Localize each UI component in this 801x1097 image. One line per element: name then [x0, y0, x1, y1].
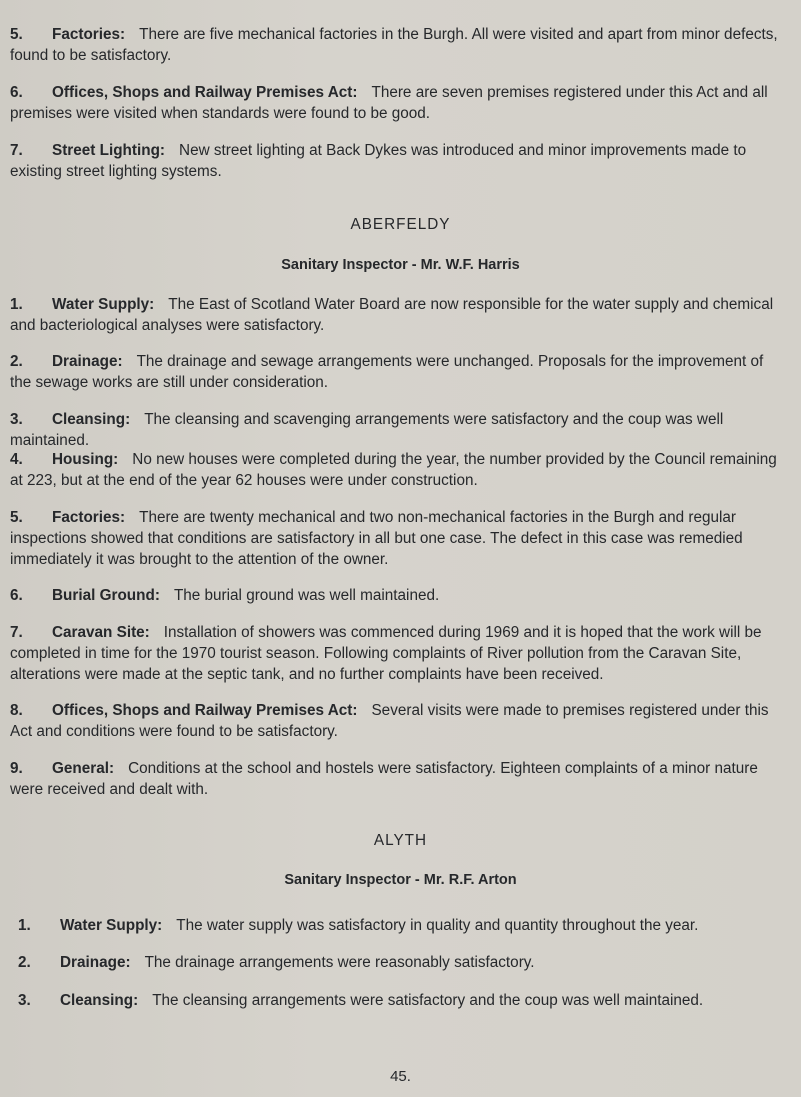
aberfeldy-item-cleansing: [10, 409, 800, 451]
item-text: There are five mechanical factories in the Burgh. All were visited and apart from minor defects, found to be satisfactory.: [10, 26, 778, 64]
item-heading: Offices, Shops and Railway Premises Act:: [52, 702, 358, 719]
page-number: 45.: [390, 1068, 411, 1085]
item-number: 8.: [10, 702, 23, 719]
item-heading: Street Lighting:: [52, 142, 166, 159]
item-number: 1.: [18, 917, 31, 934]
item-number: 6.: [10, 587, 23, 604]
inspector-aberfeldy: Sanitary Inspector - Mr. W.F. Harris: [281, 257, 520, 273]
aberfeldy-item-housing: [10, 449, 780, 491]
item-number: 5.: [10, 26, 23, 43]
alyth-item-water-supply: [18, 915, 788, 936]
section-title-alyth: ALYTH: [373, 832, 428, 849]
item-heading: Water Supply:: [60, 917, 163, 934]
aberfeldy-item-general: [10, 758, 780, 800]
item-text: The East of Scotland Water Board are now responsible for the water supply and chemical and bacteriological analyses were satisfactory.: [10, 296, 774, 334]
item-number: 6.: [10, 84, 23, 101]
item-number: 3.: [10, 411, 23, 428]
aberfeldy-item-water-supply: [10, 294, 780, 336]
item-heading: Offices, Shops and Railway Premises Act:: [52, 84, 358, 101]
item-number: 3.: [18, 992, 31, 1009]
item-heading: Cleansing:: [60, 992, 139, 1009]
item-heading: General:: [52, 760, 115, 777]
item-heading: Factories:: [52, 509, 126, 526]
alyth-item-drainage: [18, 952, 788, 973]
item-heading: Factories:: [52, 26, 126, 43]
aberfeldy-item-offices-act: [10, 700, 780, 742]
item-text: No new houses were completed during the year, the number provided by the Council remaining at 223, but at the end of the year 62 houses were under construction.: [10, 451, 777, 489]
item-number: 5.: [10, 509, 23, 526]
aberfeldy-item-drainage: [10, 351, 780, 393]
item-text: The water supply was satisfactory in quality and quantity throughout the year.: [176, 917, 699, 934]
item-text: New street lighting at Back Dykes was introduced and minor improvements made to existing street lighting systems.: [10, 142, 747, 180]
item-text: There are twenty mechanical and two non-mechanical factories in the Burgh and regular inspections showed that conditions are satisfactory in all but one case. The defect in this case was remedied immediately it was brought to the attention of the owner.: [10, 509, 743, 568]
item-text: The cleansing and scavenging arrangements were satisfactory and the coup was well maintained.: [10, 411, 724, 449]
item-heading: Burial Ground:: [52, 587, 160, 604]
item-text: Conditions at the school and hostels were satisfactory. Eighteen complaints of a minor nature were received and dealt with.: [10, 760, 758, 798]
item-number: 1.: [10, 296, 23, 313]
item-heading: Cleansing:: [52, 411, 131, 428]
aberfeldy-item-burial-ground: [10, 585, 780, 606]
item-heading: Water Supply:: [52, 296, 155, 313]
item-text: There are seven premises registered under this Act and all premises were visited when standards were found to be good.: [10, 84, 768, 122]
item-number: 7.: [10, 624, 23, 641]
item-number: 9.: [10, 760, 23, 777]
item-text: The burial ground was well maintained.: [173, 587, 440, 604]
item-heading: Housing:: [52, 451, 119, 468]
item-heading: Drainage:: [60, 954, 131, 971]
item-number: 2.: [10, 353, 23, 370]
item-text: Installation of showers was commenced during 1969 and it is hoped that the work will be completed in time for the 1970 tourist season. Following complaints of River pollution from the Caravan Site, alterations were made at the septic tank, and no further complaints have been received.: [10, 624, 762, 683]
item-heading: Caravan Site:: [52, 624, 150, 641]
item-number: 4.: [10, 451, 23, 468]
inspector-alyth: Sanitary Inspector - Mr. R.F. Arton: [284, 872, 517, 888]
burgh-item-street-lighting: [10, 140, 780, 182]
item-text: The drainage arrangements were reasonably satisfactory.: [144, 954, 535, 971]
burgh-item-factories: [10, 24, 780, 66]
item-text: The drainage and sewage arrangements were unchanged. Proposals for the improvement of the sewage works are still under consideration.: [10, 353, 764, 391]
item-number: 7.: [10, 142, 23, 159]
item-number: 2.: [18, 954, 31, 971]
aberfeldy-item-caravan-site: [10, 622, 780, 685]
burgh-item-offices-act: [10, 82, 780, 124]
section-title-aberfeldy: ABERFELDY: [350, 216, 451, 233]
item-text: Several visits were made to premises registered under this Act and conditions were found to be satisfactory.: [10, 702, 769, 740]
item-text: The cleansing arrangements were satisfactory and the coup was well maintained.: [152, 992, 704, 1009]
alyth-item-cleansing: [18, 990, 788, 1011]
item-heading: Drainage:: [52, 353, 123, 370]
aberfeldy-item-factories: [10, 507, 780, 570]
